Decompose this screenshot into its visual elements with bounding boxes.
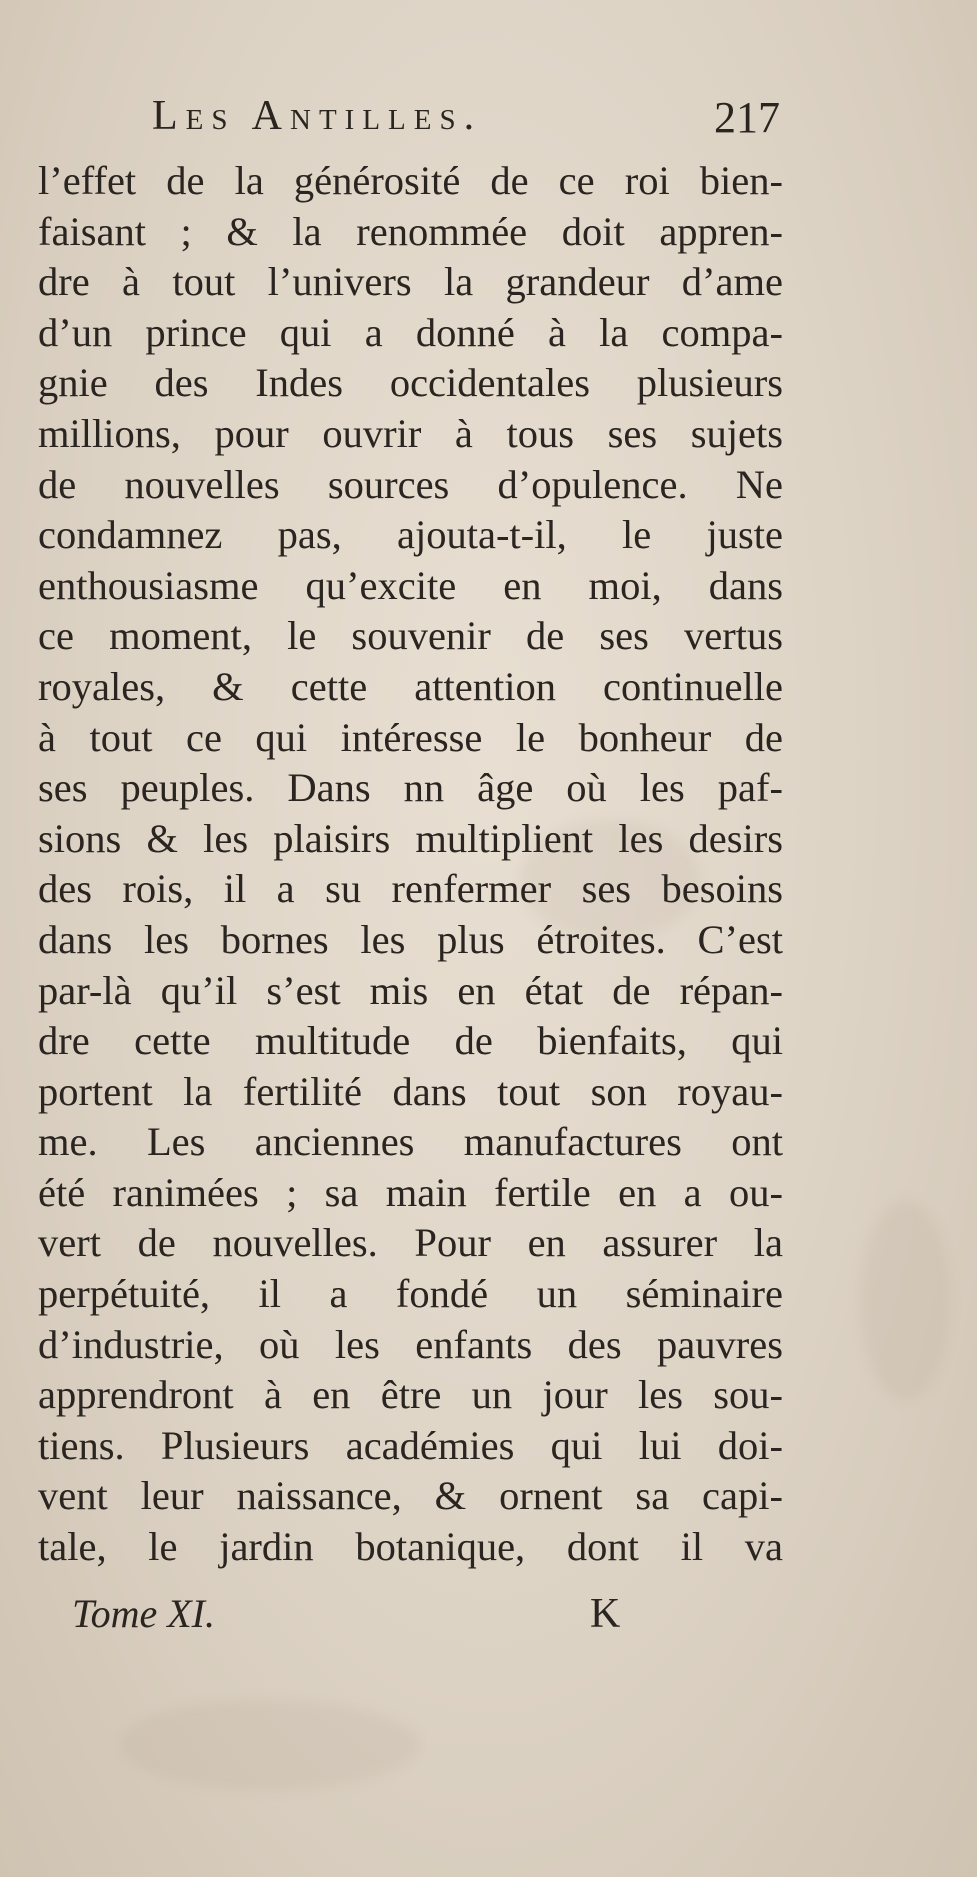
text-line: dre à tout l’univers la grandeur d’ame <box>38 259 783 305</box>
text-line: été ranimées ; sa main fertile en a ou- <box>38 1169 783 1215</box>
text-line: faisant ; & la renommée doit appren- <box>38 208 783 254</box>
text-line: ce moment, le souvenir de ses vertus <box>38 613 783 659</box>
signature-mark: K <box>590 1591 621 1637</box>
text-line: d’un prince qui a donné à la compa- <box>38 309 783 355</box>
body-text <box>38 156 783 1573</box>
text-line: me. Les anciennes manufactures ont <box>38 1119 783 1165</box>
text-line: gnie des Indes occidentales plusieurs <box>38 360 783 406</box>
text-line: tiens. Plusieurs académies qui lui doi- <box>38 1422 783 1468</box>
text-line: d’industrie, où les enfants des pauvres <box>38 1321 783 1367</box>
text-line: de nouvelles sources d’opulence. Ne <box>38 461 783 507</box>
running-head-title: Les Antilles. <box>152 93 483 139</box>
page-footer <box>70 1590 790 1650</box>
text-line: apprendront à en être un jour les sou- <box>38 1372 783 1418</box>
text-line: perpétuité, il a fondé un séminaire <box>38 1271 783 1317</box>
text-line: des rois, il a su renfermer ses besoins <box>38 866 783 912</box>
text-line: tale, le jardin botanique, dont il va <box>38 1524 783 1570</box>
paper-stain <box>120 1700 420 1790</box>
page-number: 217 <box>714 93 780 142</box>
text-line: condamnez pas, ajouta-t-il, le juste <box>38 512 783 558</box>
text-line: dre cette multitude de bienfaits, qui <box>38 1018 783 1064</box>
tome-label: Tome XI. <box>72 1591 215 1636</box>
running-head <box>40 92 780 158</box>
text-line: ses peuples. Dans nn âge où les paf- <box>38 765 783 811</box>
text-line: enthousiasme qu’excite en moi, dans <box>38 562 783 608</box>
text-line: l’effet de la générosité de ce roi bien- <box>38 158 783 203</box>
text-line: à tout ce qui intéresse le bonheur de <box>38 714 783 760</box>
text-line: millions, pour ouvrir à tous ses sujets <box>38 410 783 456</box>
text-line: dans les bornes les plus étroites. C’est <box>38 916 783 962</box>
text-line: par-là qu’il s’est mis en état de répan- <box>38 967 783 1013</box>
paper-stain <box>860 1200 950 1400</box>
text-line: vert de nouvelles. Pour en assurer la <box>38 1220 783 1266</box>
text-line: portent la fertilité dans tout son royau- <box>38 1068 783 1114</box>
text-line: sions & les plaisirs multiplient les desirs <box>38 815 783 861</box>
text-line: royales, & cette attention continuelle <box>38 663 783 709</box>
text-line: vent leur naissance, & ornent sa capi- <box>38 1473 783 1519</box>
